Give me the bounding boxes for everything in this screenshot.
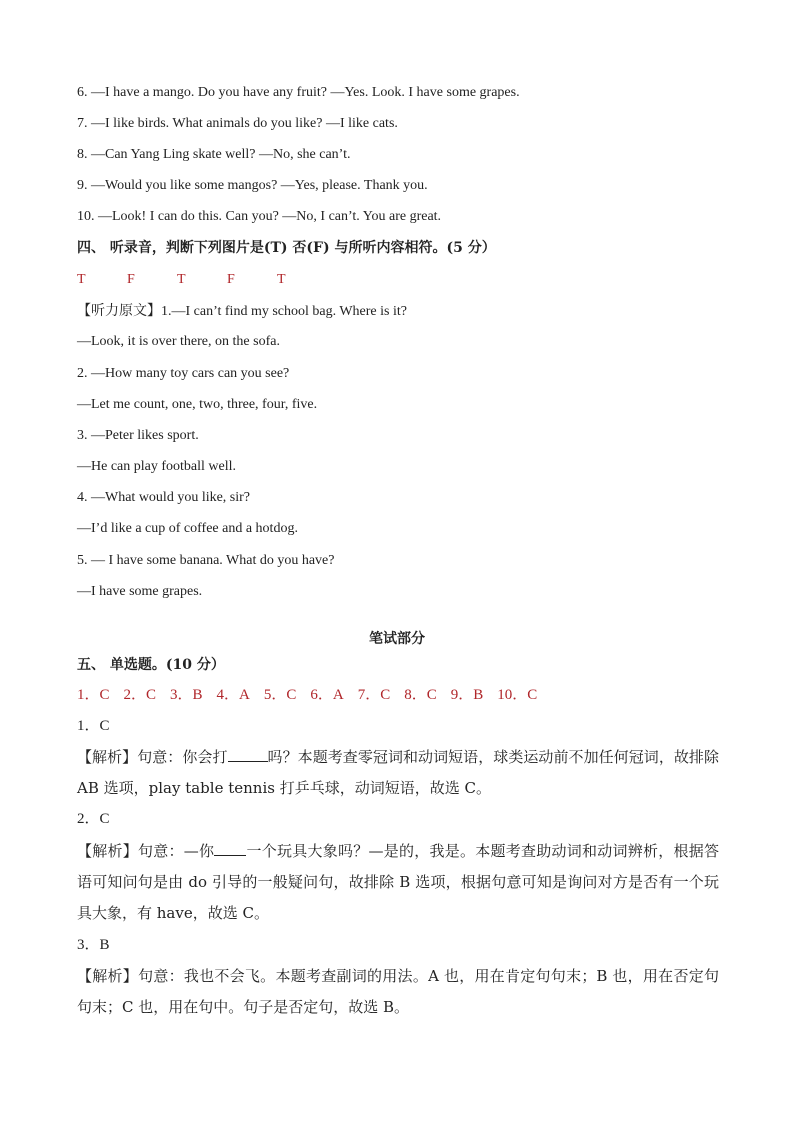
transcript-line: 3. —Peter likes sport.	[77, 428, 199, 443]
question-2-explanation: 【解析】句意：—你 一个玩具大象吗？—是的，我是。本题考查助动词和动词辨析，根据答语可知问句是由 do 引导的一般疑问句，故排除 B 选项，根据句意可知是询问对方是否有一个玩具大象，有 have，故选 C。	[77, 842, 719, 922]
transcript-line: 5. — I have some banana. What do you have?	[77, 553, 335, 568]
section-4-heading: 四、 听录音，判断下列图片是(T) 否(F) 与所听内容相符。(5 分）	[77, 240, 496, 256]
tf-answer: F	[127, 272, 135, 287]
transcript-line-1: 【听力原文】1.—I can’t find my school bag. Where is it?	[77, 303, 407, 319]
answer-key-item: 9．B	[450, 687, 484, 703]
explanation-label: 【解析】	[77, 748, 138, 766]
question-1-number: 1．C	[77, 718, 110, 734]
section-5-heading: 五、 单选题。(10 分）	[77, 657, 225, 673]
answer-line-8: 8. —Can Yang Ling skate well? —No, she can’t.	[77, 147, 351, 162]
question-1-explanation: 【解析】句意：你会打 吗？本题考查零冠词和动词短语，球类运动前不加任何冠词，故排除 AB 选项，play table tennis 打乒乓球，动词短语，故选 C。	[77, 748, 719, 797]
answer-key-item: 3．B	[170, 687, 203, 703]
question-3-number: 3．B	[77, 937, 110, 953]
answer-blank	[228, 747, 268, 762]
transcript-line: 2. —How many toy cars can you see?	[77, 366, 290, 381]
answer-blank	[214, 841, 246, 856]
answer-key-item: 4．A	[216, 687, 250, 703]
answer-line-9: 9. —Would you like some mangos? —Yes, please. Thank you.	[77, 178, 428, 193]
answer-key-item: 2．C	[123, 687, 157, 703]
question-3-explanation: 【解析】句意：我也不会飞。本题考查副词的用法。A 也，用在肯定句句末；B 也，用在否定句句末；C 也，用在句中。句子是否定句，故选 B。	[77, 967, 719, 1016]
explanation-label: 【解析】	[77, 967, 139, 985]
tf-answer: T	[277, 272, 286, 287]
answer-key-item: 7．C	[357, 687, 391, 703]
tf-answer: F	[227, 272, 235, 287]
question-2-number: 2．C	[77, 811, 110, 827]
answer-line-7: 7. —I like birds. What animals do you like? —I like cats.	[77, 116, 398, 131]
section-5-answer-key	[77, 686, 551, 704]
transcript-line: —He can play football well.	[77, 459, 237, 474]
written-part-title: 笔试部分	[369, 631, 425, 647]
transcript-line: —I’d like a cup of coffee and a hotdog.	[77, 521, 298, 536]
explanation-label: 【解析】	[77, 842, 138, 860]
transcript-line: —Look, it is over there, on the sofa.	[77, 334, 280, 349]
transcript-label: 【听力原文】	[77, 303, 161, 319]
transcript-line: —Let me count, one, two, three, four, five.	[77, 397, 318, 412]
answer-key-item: 8．C	[404, 687, 437, 703]
answer-key-item: 5．C	[263, 687, 297, 703]
transcript-line: 4. —What would you like, sir?	[77, 490, 251, 505]
answer-line-6: 6. —I have a mango. Do you have any fruit? —Yes. Look. I have some grapes.	[77, 85, 520, 100]
transcript-line: —I have some grapes.	[77, 584, 203, 599]
tf-answer: T	[177, 272, 186, 287]
answer-key-item: 1．C	[77, 687, 110, 703]
answer-key-item: 10．C	[497, 687, 538, 703]
answer-line-10: 10. —Look! I can do this. Can you? —No, I can’t. You are great.	[77, 209, 442, 224]
section-4-answers	[77, 271, 327, 289]
tf-answer: T	[77, 272, 86, 287]
answer-key-item: 6．A	[310, 687, 344, 703]
